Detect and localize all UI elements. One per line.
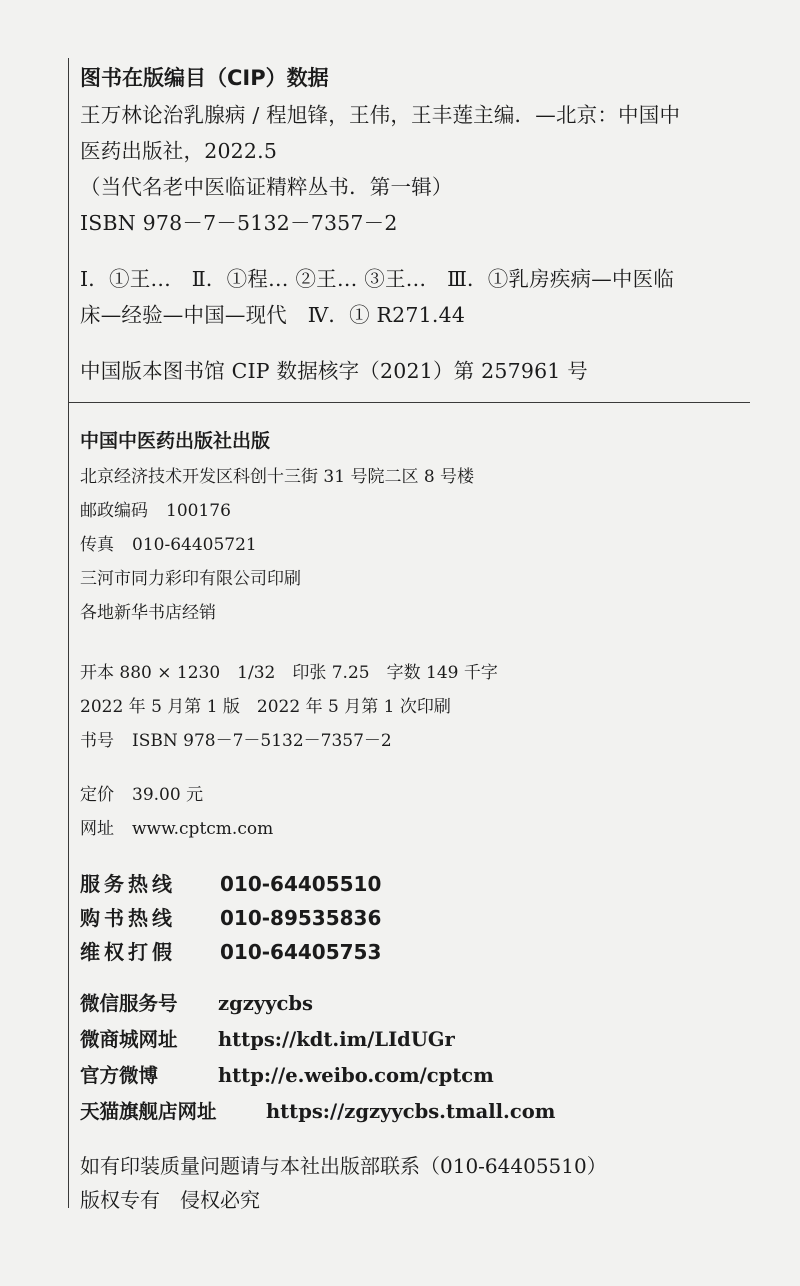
weibo-row (80, 1060, 494, 1088)
mall-row (80, 1024, 455, 1052)
publisher-name: 中国中医药出版社出版 (80, 430, 271, 452)
edition-info: 2022 年 5 月第 1 版 2022 年 5 月第 1 次印刷 (80, 697, 451, 717)
book-isbn-row (80, 726, 392, 751)
wechat-label: 微信服务号 (80, 992, 178, 1015)
book-isbn-value: ISBN 978－7－5132－7357－2 (132, 731, 392, 751)
price-row (80, 780, 203, 805)
cip-line-1: 王万林论治乳腺病 / 程旭锋，王伟，王丰莲主编．—北京：中国中 (80, 103, 681, 127)
book-isbn-label: 书号 (80, 731, 114, 751)
cip-series: （当代名老中医临证精粹丛书．第一辑） (80, 175, 453, 199)
hotline-purchase (80, 902, 381, 931)
tmall-link[interactable]: https://zgzyycbs.tmall.com (266, 1100, 556, 1123)
hotline-label: 维权打假 (80, 940, 176, 964)
cip-divider (68, 402, 750, 403)
hotline-number: 010-64405510 (220, 872, 382, 896)
website-label: 网址 (80, 819, 114, 839)
hotline-service (80, 868, 381, 897)
hotline-label: 购书热线 (80, 906, 176, 930)
cip-record-number: 中国版本图书馆 CIP 数据核字（2021）第 257961 号 (80, 359, 588, 383)
postcode-label: 邮政编码 (80, 501, 148, 521)
fax-value: 010-64405721 (132, 535, 257, 555)
weibo-link[interactable]: http://e.weibo.com/cptcm (218, 1064, 494, 1087)
website-row (80, 814, 273, 839)
copyright-notice: 版权专有 侵权必究 (80, 1188, 260, 1212)
cip-classification-2: 床—经验—中国—现代 Ⅳ．① R271.44 (80, 303, 466, 327)
mall-label: 微商城网址 (80, 1028, 178, 1051)
fax-label: 传真 (80, 535, 114, 555)
tmall-label: 天猫旗舰店网址 (80, 1100, 217, 1123)
hotline-anti-piracy (80, 936, 381, 965)
publisher-address: 北京经济技术开发区科创十三街 31 号院二区 8 号楼 (80, 467, 475, 487)
quality-notice: 如有印装质量问题请与本社出版部联系（010-64405510） (80, 1154, 607, 1178)
wechat-id: zgzyycbs (218, 992, 313, 1015)
distributor: 各地新华书店经销 (80, 603, 216, 623)
tmall-row (80, 1096, 555, 1124)
format-info: 开本 880 × 1230 1/32 印张 7.25 字数 149 千字 (80, 663, 498, 683)
postcode-row (80, 496, 231, 521)
cip-line-2: 医药出版社，2022.5 (80, 139, 278, 163)
hotline-label: 服务热线 (80, 872, 176, 896)
price-value: 39.00 元 (132, 785, 204, 805)
postcode-value: 100176 (166, 501, 231, 521)
printer: 三河市同力彩印有限公司印刷 (80, 569, 301, 589)
hotline-number: 010-89535836 (220, 906, 382, 930)
hotline-number: 010-64405753 (220, 940, 382, 964)
website-link[interactable]: www.cptcm.com (132, 819, 274, 839)
cip-heading: 图书在版编目（CIP）数据 (80, 66, 329, 90)
cip-classification-1: Ⅰ．①王… Ⅱ．①程… ②王… ③王… Ⅲ．①乳房疾病—中医临 (80, 267, 675, 291)
left-rule (68, 58, 69, 1208)
price-label: 定价 (80, 785, 114, 805)
wechat-row (80, 988, 313, 1016)
mall-link[interactable]: https://kdt.im/LIdUGr (218, 1028, 455, 1051)
fax-row (80, 530, 257, 555)
cip-isbn: ISBN 978－7－5132－7357－2 (80, 211, 398, 235)
weibo-label: 官方微博 (80, 1064, 159, 1087)
